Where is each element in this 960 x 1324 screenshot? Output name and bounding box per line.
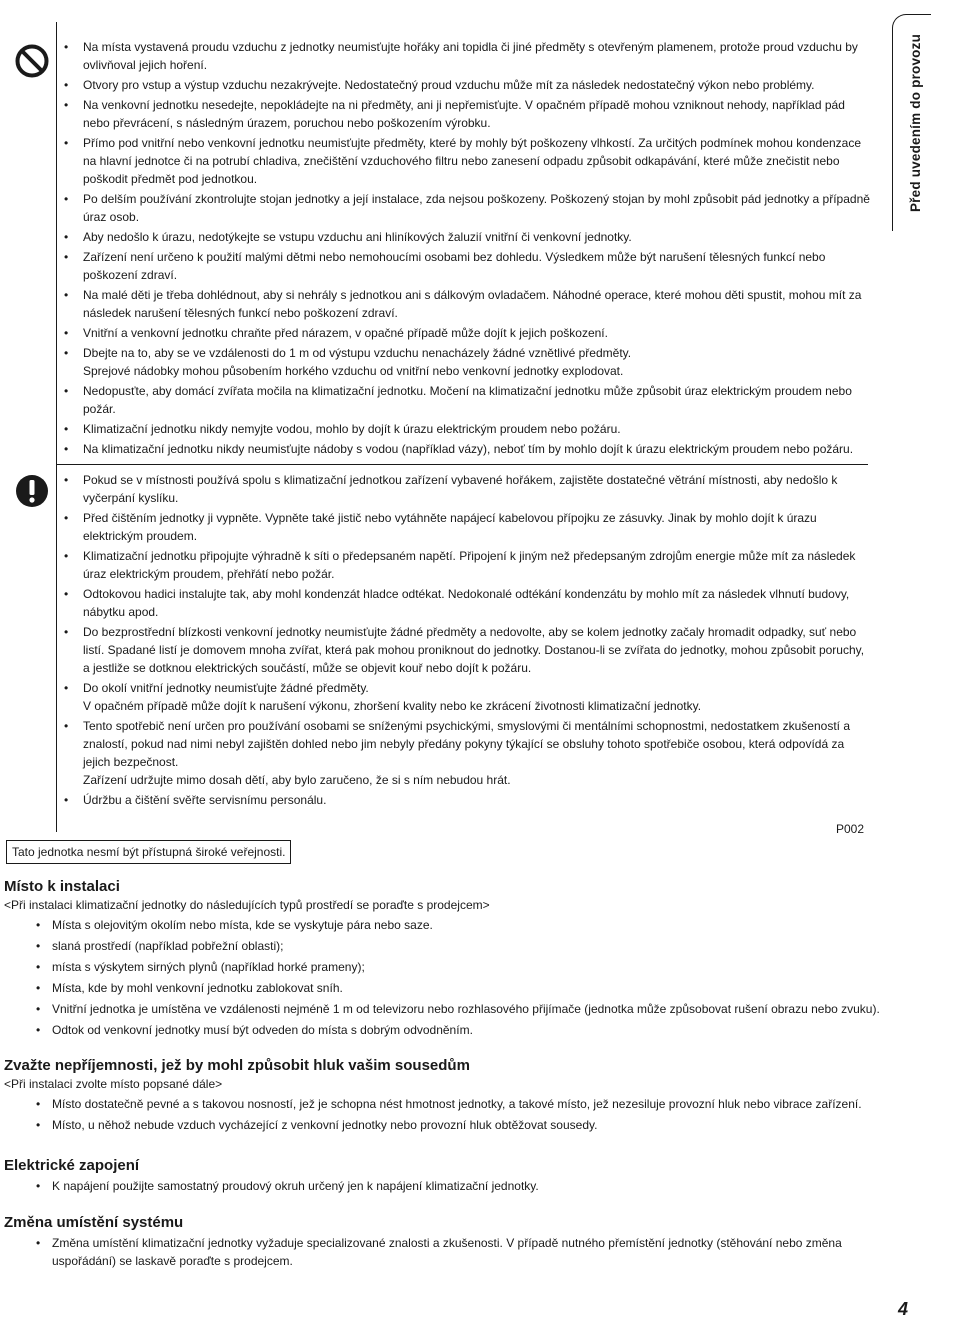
section-title: Místo k instalaci [4,878,120,895]
section-list [4,1095,884,1134]
list-item: • K napájení použijte samostatný proudový okruh určený jen k napájení klimatizační jednotky. [4,1177,884,1195]
list-item: • Dbejte na to, aby se ve vzdálenosti do 1 m od výstupu vzduchu nenacházely žádné vznětlivé předměty. Sprejové nádobky mohou působením horkého vzduchu od vnitřní nebo venkovní jednotky explodovat. [64,344,872,380]
list-item: • Po delším používání zkontrolujte stojan jednotky a její instalace, zda nejsou poškozeny. Poškozený stojan by mohl způsobit pád jednotky a případně úraz osob. [64,190,872,226]
list-item: • Vnitřní jednotka je umístěna ve vzdálenosti nejméně 1 m od televizoru nebo rozhlasového přijímače (jednotka může způsobovat rušení obrazu nebo zvuku). [4,1000,884,1018]
section-list [4,1234,884,1270]
list-item: • Klimatizační jednotku nikdy nemyjte vodou, mohlo by dojít k úrazu elektrickým proudem nebo požáru. [64,420,872,438]
section-intro: <Při instalaci zvolte místo popsané dále> [4,1077,223,1091]
mandatory-list [64,471,872,811]
prohibited-list [64,38,872,460]
public-notice-box: Tato jednotka nesmí být přístupná široké veřejnosti. [6,840,291,864]
section-electrical-wiring [4,1157,884,1198]
section-side-tab [892,14,931,231]
list-item: • Místo dostatečně pevné a s takovou nosností, jež je schopna nést hmotnost jednotky, a takové místo, jež nezesiluje provozní hluk nebo vibrace zařízení. [4,1095,884,1113]
section-list [4,916,884,1039]
section-neighbour-noise [4,1057,884,1137]
list-item: • Odtokovou hadici instalujte tak, aby mohl kondenzát hladce odtékat. Nedokonalé odtékání kondenzátu by mohlo mít za následek vlhnutí budovy, nábytku apod. [64,585,872,621]
section-system-relocation [4,1214,884,1273]
prohibited-icon [15,44,49,78]
list-item: • Přímo pod vnitřní nebo venkovní jednotku neumisťujte předměty, které by mohly být poškozeny vlhkostí. Za určitých podmínek mohou kondenzace na hlavní jednotce či na potrubí chladiva, znečištění vzduchového filtru nebo zanesení odpadu způsobit odkapávání, které může znečistit nebo poškodit předmět pod jednotkou. [64,134,872,188]
list-item: • Místo, u něhož nebude vzduch vycházející z venkovní jednotky nebo provozní hluk obtěžovat sousedy. [4,1116,884,1134]
list-item: • Otvory pro vstup a výstup vzduchu nezakrývejte. Nedostatečný proud vzduchu může mít za následek nedostatečný výkon nebo problémy. [64,76,872,94]
list-item: • Aby nedošlo k úrazu, nedotýkejte se vstupu vzduchu ani hliníkových žaluzií vnitřní či venkovní jednotky. [64,228,872,246]
list-item: • Tento spotřebič není určen pro používání osobami se sníženými psychickými, smyslovými či mentálními schopnostmi, nedostatkem zkušeností a znalostí, pokud nad nimi nebyl zajištěn dohled nebo jim nebyly předány pokyny týkající se obsluhy tohoto spotřebiče osobou, která odpovídá za jejich bezpečnost. Zařízení udržujte mimo dosah dětí, aby bylo zaručeno, že si s ním nebudou hrát. [64,717,872,789]
list-item: • Na malé děti je třeba dohlédnout, aby si nehrály s jednotkou ani s dálkovým ovladačem. Náhodné operace, které mohou děti spustit, mohou mít za následek narušení tělesných funkcí nebo poškození zdraví. [64,286,872,322]
list-item: • Vnitřní a venkovní jednotku chraňte před nárazem, v opačné případě může dojít k jejich poškození. [64,324,872,342]
list-item: • Změna umístění klimatizační jednotky vyžaduje specializované znalosti a zkušenosti. V případě nutného přemístění jednotky (stěhování nebo změna uspořádání) se laskavě poraďte s prodejcem. [4,1234,884,1270]
list-item: • Před čištěním jednotky ji vypněte. Vypněte také jistič nebo vytáhněte napájecí kabelovou přípojku ze zásuvky. Jinak by mohlo dojít k úrazu elektrickým proudem. [64,509,872,545]
page-number: 4 [898,1299,909,1319]
section-intro: <Při instalaci klimatizační jednotky do následujících typů prostředí se poraďte s prodejcem> [4,898,490,912]
side-tab-label: Před uvedením do provozu [908,33,923,213]
list-item: • Na klimatizační jednotku nikdy neumisťujte nádoby s vodou (například vázy), neboť tím by mohlo dojít k úrazu elektrickým proudem nebo požáru. [64,440,872,458]
list-item: • Do bezprostřední blízkosti venkovní jednotky neumisťujte žádné předměty a nedovolte, aby se kolem jednotky začaly hromadit odpadky, suť nebo listí. Spadané listí je domovem mnoha zvířat, která pak mohou proniknout do jednotky. Dostanou-li se zvířata do jednotky, mohou způsobit poruchy, a jestliže se dotknou elektrických součástí, může se objevit kouř nebo dojít k požáru. [64,623,872,677]
list-item: • Na venkovní jednotku nesedejte, nepokládejte na ni předměty, ani ji nepřemisťujte. V opačném případě mohou vzniknout nehody, například pád nebo převrácení, s následným úrazem, poruchou nebo poškozením výrobku. [64,96,872,132]
mandatory-exclamation-icon [15,474,49,508]
page-code: P002 [836,822,865,836]
section-divider [56,464,868,465]
list-item: • Zařízení není určeno k použití malými dětmi nebo nemohoucími osobami bez dohledu. Výsledkem může být narušení tělesných funkcí nebo poškození zdraví. [64,248,872,284]
list-item: • Údržbu a čištění svěřte servisnímu personálu. [64,791,872,809]
list-item: • Odtok od venkovní jednotky musí být odveden do místa s dobrým odvodněním. [4,1021,884,1039]
list-item: • Na místa vystavená proudu vzduchu z jednotky neumisťujte hořáky ani topidla či jiné předměty s otevřeným plamenem, protože proud vzduchu by ovlivňoval jejich hoření. [64,38,872,74]
section-list [4,1177,884,1195]
section-installation-location [4,878,884,1042]
warning-block-vertical-line [56,22,57,832]
list-item: • slaná prostředí (například pobřežní oblasti); [4,937,884,955]
list-item: • Klimatizační jednotku připojujte výhradně k síti o předepsaném napětí. Připojení k jiným než předepsaným zdrojům energie může mít za následek úraz elektrickým proudem, přehřátí nebo požár. [64,547,872,583]
list-item: • Pokud se v místnosti používá spolu s klimatizační jednotkou zařízení vybavené hořákem, zajistěte dostatečné větrání místnosti, aby nedošlo k vyčerpání kyslíku. [64,471,872,507]
list-item: • Místa, kde by mohl venkovní jednotku zablokovat sníh. [4,979,884,997]
list-item: • Do okolí vnitřní jednotky neumisťujte žádné předměty. V opačném případě může dojít k narušení výkonu, zhoršení kvality nebo ke zkrácení životnosti klimatizační jednotky. [64,679,872,715]
list-item: • místa s výskytem sirných plynů (například horké prameny); [4,958,884,976]
section-title: Zvažte nepříjemnosti, jež by mohl způsobit hluk vašim sousedům [4,1057,470,1074]
list-item: • Místa s olejovitým okolím nebo místa, kde se vyskytuje pára nebo saze. [4,916,884,934]
list-item: • Nedopusťte, aby domácí zvířata močila na klimatizační jednotku. Močení na klimatizační jednotku může způsobit úraz elektrickým proudem nebo požár. [64,382,872,418]
section-title: Elektrické zapojení [4,1157,140,1174]
section-title: Změna umístění systému [4,1214,184,1231]
